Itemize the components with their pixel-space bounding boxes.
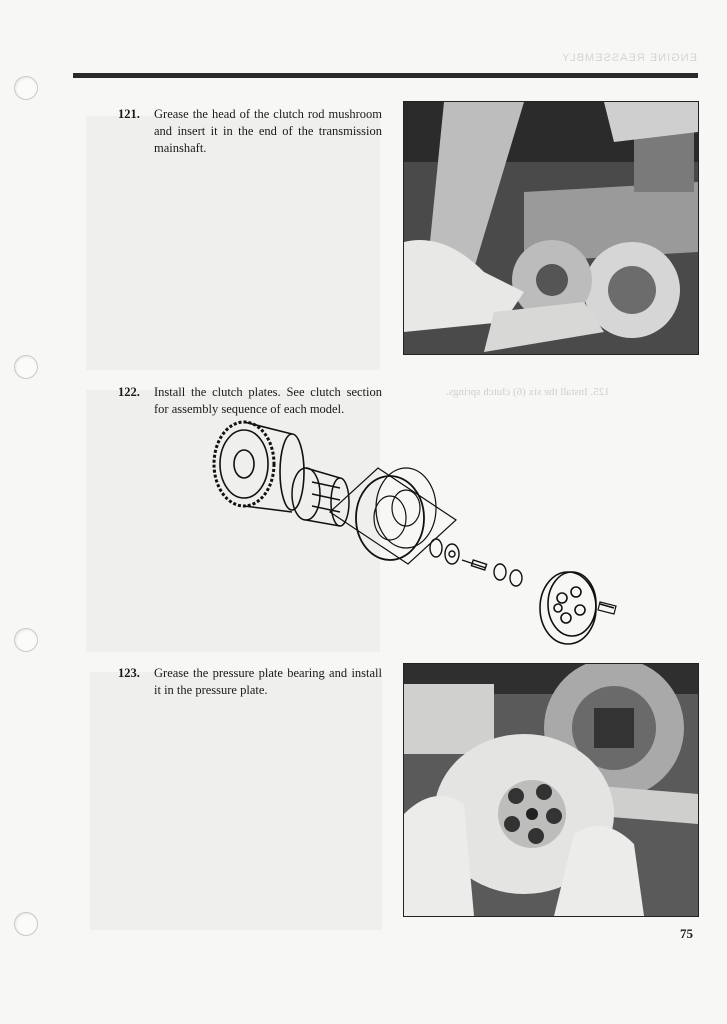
- binder-hole: [14, 628, 38, 652]
- clutch-exploded-diagram: [200, 412, 630, 652]
- step-text: Grease the pressure plate bearing and install it in the pressure plate.: [154, 666, 382, 697]
- step-number: 122.: [118, 385, 140, 399]
- pressure-plate-bearing-photo: [403, 663, 699, 917]
- running-title-bleedthrough: ENGINE REASSEMBLY: [561, 52, 697, 64]
- step-number: 123.: [118, 666, 140, 680]
- binder-hole: [14, 912, 38, 936]
- step-number: 121.: [118, 107, 140, 121]
- header-rule: [73, 73, 698, 78]
- step-text: Install the clutch plates. See clutch section for assembly sequence of each model.: [154, 385, 382, 416]
- step-text: Grease the head of the clutch rod mushroom and insert it in the end of the transmission mainshaft.: [154, 107, 382, 155]
- bleedthrough-caption: 125. Install the six (6) clutch springs.: [446, 386, 610, 398]
- pressure-plate: [540, 572, 616, 644]
- clutch-basket: [214, 422, 304, 512]
- bleedthrough-panel: [90, 672, 382, 930]
- step-121: [118, 106, 382, 157]
- clutch-rod-photo: [403, 101, 699, 355]
- page-number: 75: [680, 926, 693, 941]
- binder-hole: [14, 355, 38, 379]
- friction-plate-box: [330, 468, 456, 564]
- small-parts: [430, 539, 522, 586]
- binder-hole: [14, 76, 38, 100]
- step-123: [118, 665, 382, 699]
